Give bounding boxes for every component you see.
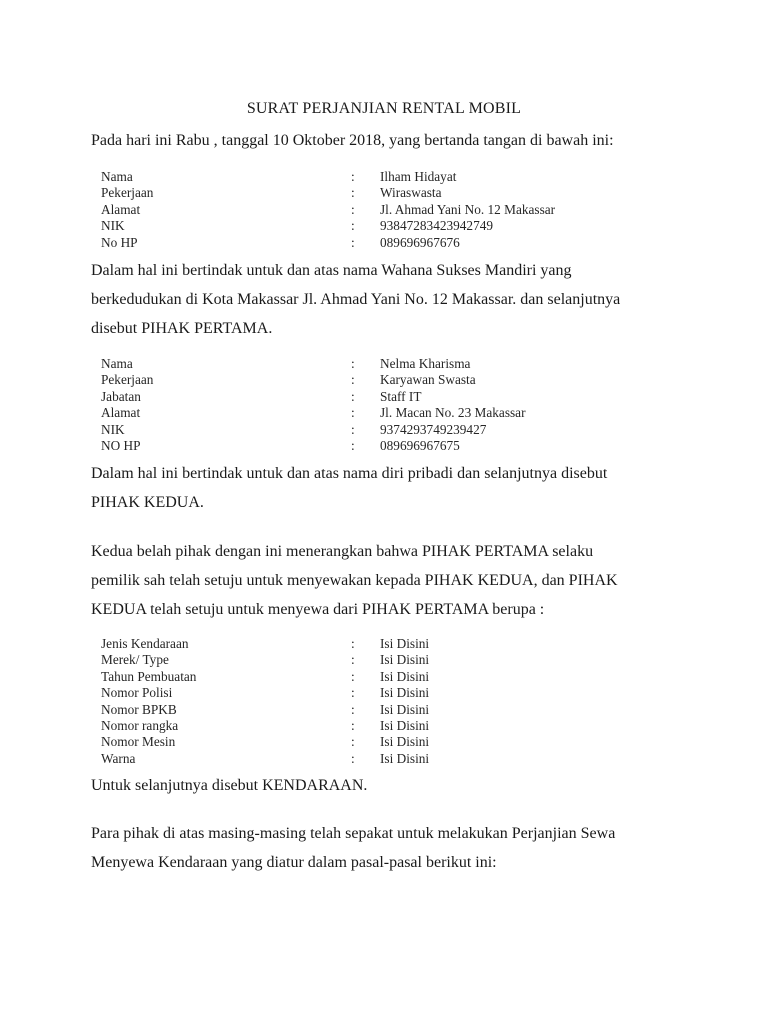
field-colon: : [351, 356, 355, 371]
agreement-line: Kedua belah pihak dengan ini menerangkan bahwa PIHAK PERTAMA selaku [91, 543, 594, 560]
field-value: 089696967675 [380, 437, 460, 453]
agreement-line: KEDUA telah setuju untuk menyewa dari PIHAK PERTAMA berupa : [91, 601, 545, 618]
field-value: Isi Disini [380, 717, 430, 733]
field-value: Nelma Kharisma [380, 356, 471, 371]
field-label: Nomor rangka [101, 717, 179, 733]
field-label: Merek/ Type [101, 652, 169, 668]
statement-line: Untuk selanjutnya disebut KENDARAAN. [91, 777, 368, 794]
intro-line: Pada hari ini Rabu , tanggal 10 Oktober 2018, yang bertanda tangan di bawah ini: [91, 132, 614, 149]
field-value: Jl. Macan No. 23 Makassar [380, 405, 526, 421]
statement-line: disebut PIHAK PERTAMA. [91, 320, 273, 337]
field-label: Jenis Kendaraan [101, 636, 189, 651]
field-label: NO HP [101, 437, 141, 453]
field-label: Pekerjaan [101, 372, 154, 388]
field-value: Isi Disini [380, 636, 430, 651]
field-colon: : [351, 201, 355, 217]
vehicle-statement [91, 771, 691, 800]
field-colon: : [351, 234, 355, 250]
field-label: Jabatan [101, 388, 141, 404]
field-value: 93847283423942749 [380, 218, 494, 234]
statement-line: Dalam hal ini bertindak untuk dan atas nama Wahana Sukses Mandiri yang [91, 262, 572, 279]
closing-paragraph [91, 819, 691, 877]
field-colon: : [351, 185, 355, 201]
field-label: Warna [101, 750, 136, 766]
field-label: NIK [101, 218, 125, 234]
agreement-paragraph [91, 537, 691, 624]
field-label: Nama [101, 169, 133, 184]
field-value: Ilham Hidayat [380, 169, 457, 184]
field-colon: : [351, 372, 355, 388]
statement-line: Dalam hal ini bertindak untuk dan atas nama diri pribadi dan selanjutnya disebut [91, 465, 608, 482]
field-colon: : [351, 636, 355, 651]
field-value: Isi Disini [380, 701, 430, 717]
field-value: 089696967676 [380, 234, 460, 250]
field-label: Alamat [101, 201, 141, 217]
field-value: Staff IT [380, 388, 422, 404]
field-colon: : [351, 750, 355, 766]
field-colon: : [351, 652, 355, 668]
field-colon: : [351, 169, 355, 184]
field-label: Tahun Pembuatan [101, 668, 197, 684]
field-colon: : [351, 685, 355, 701]
field-value: Isi Disini [380, 668, 430, 684]
statement-line: PIHAK KEDUA. [91, 494, 204, 511]
field-label: No HP [101, 234, 138, 250]
intro-paragraph [91, 126, 691, 155]
field-colon: : [351, 717, 355, 733]
field-value: Jl. Ahmad Yani No. 12 Makassar [380, 201, 556, 217]
field-label: Nama [101, 356, 133, 371]
field-label: Pekerjaan [101, 185, 154, 201]
closing-line: Para pihak di atas masing-masing telah sepakat untuk melakukan Perjanjian Sewa [91, 825, 616, 842]
field-colon: : [351, 405, 355, 421]
field-value: Karyawan Swasta [380, 372, 476, 388]
party-two-statement [91, 459, 691, 517]
field-label: NIK [101, 421, 125, 437]
field-colon: : [351, 734, 355, 750]
field-colon: : [351, 218, 355, 234]
field-label: Nomor Polisi [101, 685, 173, 701]
statement-line: berkedudukan di Kota Makassar Jl. Ahmad Yani No. 12 Makassar. dan selanjutnya [91, 291, 621, 308]
field-colon: : [351, 437, 355, 453]
field-value: Isi Disini [380, 652, 430, 668]
field-colon: : [351, 421, 355, 437]
field-value: Isi Disini [380, 734, 430, 750]
field-colon: : [351, 388, 355, 404]
field-colon: : [351, 668, 355, 684]
document-title: SURAT PERJANJIAN RENTAL MOBIL [246, 100, 522, 117]
field-value: 9374293749239427 [380, 421, 487, 437]
field-label: Nomor BPKB [101, 701, 177, 717]
field-label: Nomor Mesin [101, 734, 176, 750]
field-value: Isi Disini [380, 685, 430, 701]
agreement-line: pemilik sah telah setuju untuk menyewakan kepada PIHAK KEDUA, dan PIHAK [91, 572, 618, 589]
party-one-statement [91, 256, 691, 343]
field-label: Alamat [101, 405, 141, 421]
field-colon: : [351, 701, 355, 717]
field-value: Isi Disini [380, 750, 430, 766]
field-value: Wiraswasta [380, 185, 442, 201]
closing-line: Menyewa Kendaraan yang diatur dalam pasal-pasal berikut ini: [91, 854, 497, 871]
